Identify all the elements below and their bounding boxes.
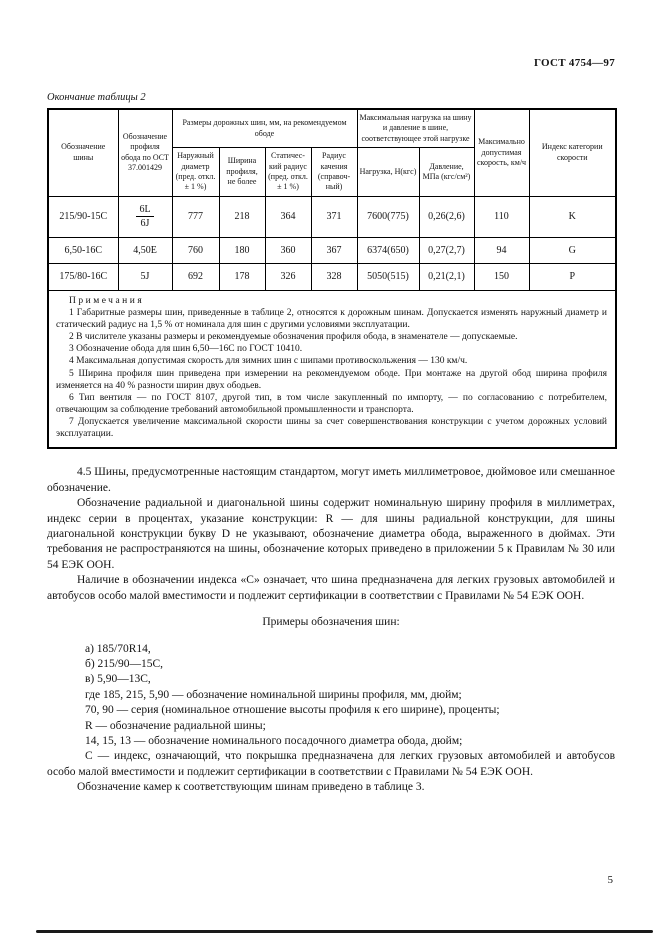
column-header-static-radius: Статический радиус (пред. откл. ± 1 %) (265, 148, 311, 197)
tire-designation-cell: 6,50-16С (48, 237, 118, 264)
static-radius-cell: 360 (265, 237, 311, 264)
column-header-pressure: Давление, МПа (кгс/см²) (419, 148, 474, 197)
example-item: а) 185/70R14, (85, 642, 151, 655)
outer-diameter-cell: 777 (172, 196, 219, 237)
example-item: где 185, 215, 5,90 — обозначение номинальной ширины профиля, мм, дюйм; (85, 688, 462, 701)
table-row (48, 237, 616, 264)
scan-artifact (36, 930, 653, 933)
column-group-dimensions: Размеры дорожных шин, мм, на рекомендуемом ободе (172, 109, 357, 148)
table-row (48, 264, 616, 291)
table-notes (48, 290, 616, 448)
doc-header (47, 57, 615, 69)
example-item: С — индекс, означающий, что покрышка предназначена для легких грузовых автомобилей и автобусов особо малой вместимости и подлежит сертификации в соответствии с Правилами № 54 ЕЭК ООН. (47, 750, 615, 778)
column-header-outer-diameter: Наружный диаметр (пред. откл. ± 1 %) (172, 148, 219, 197)
note-item: 7 Допускается увеличение максимальной скорости шины за счет совершенствования конструкции с учетом дорожных условий эксплуатации. (56, 417, 607, 440)
note-item: 4 Максимальная допустимая скорость для зимних шин с шипами противоскольжения — 130 км/ч. (69, 356, 468, 367)
rolling-radius-cell: 328 (311, 264, 357, 291)
pressure-cell: 0,21(2,1) (419, 264, 474, 291)
profile-width-cell: 180 (219, 237, 265, 264)
note-item: 2 В числителе указаны размеры и рекомендуемые обозначения профиля обода, в знаменателе — допускаемые. (69, 332, 518, 343)
column-header-designation: Обозначение шины (48, 109, 118, 196)
rolling-radius-cell: 371 (311, 196, 357, 237)
paragraph-designation-rules: Обозначение радиальной и диагональной шины содержит номинальную ширину профиля в миллиметрах, индекс серии в процентах, указание конструкции: R — для шины радиальной конструкции, для шины диагональной конструкции букву D не указывают, обозначение диаметра обода, выраженного в дюймах. Эти требования не распространяются на шины, обозначение которых приведено в приложении 5 к Правилам № 30 или 54 ЕЭК ООН. (47, 497, 615, 571)
note-item: 1 Габаритные размеры шин, приведенные в таблице 2, относятся к дорожным шинам. Допускается изменять наружный диаметр и статический радиус на 1,5 % от номинала для шин с другими условиями эксплуатации. (56, 307, 607, 330)
pressure-cell: 0,27(2,7) (419, 237, 474, 264)
speed-index-cell: P (529, 264, 616, 291)
standard-number: ГОСТ 4754—97 (533, 57, 615, 69)
profile-width-cell: 218 (219, 196, 265, 237)
load-cell: 5050(515) (357, 264, 419, 291)
rim-fraction-numerator: 6L (136, 204, 153, 218)
column-header-rolling-radius: Радиус качения (справочный) (311, 148, 357, 197)
max-speed-cell: 110 (474, 196, 529, 237)
rim-fraction (136, 204, 153, 230)
pressure-cell: 0,26(2,6) (419, 196, 474, 237)
column-header-width: Ширина профиля, не более (219, 148, 265, 197)
load-cell: 6374(650) (357, 237, 419, 264)
rim-profile-cell: 5J (118, 264, 172, 291)
paragraph-final: Обозначение камер к соответствующим шинам приведено в таблице 3. (77, 781, 425, 794)
example-item: 70, 90 — серия (номинальное отношение высоты профиля к его ширине), проценты; (85, 704, 500, 717)
note-item: 6 Тип вентиля — по ГОСТ 8107, другой тип, в том числе закупленный по импорту, — по согласованию с потребителем, отвечающим за соблюдение требований автомобильной промышленности и транспорта. (56, 392, 607, 415)
examples-heading: Примеры обозначения шин: (262, 616, 400, 629)
column-header-speed-index: Индекс категории скорости (529, 109, 616, 196)
static-radius-cell: 364 (265, 196, 311, 237)
document-body (47, 465, 615, 795)
speed-index-cell: K (529, 196, 616, 237)
column-header-load: Нагрузка, Н(кгс) (357, 148, 419, 197)
rim-fraction-denominator: 6J (140, 218, 150, 230)
example-item: б) 215/90—15С, (85, 657, 164, 670)
rim-profile-cell: 4,50Е (118, 237, 172, 264)
table-body (48, 196, 616, 448)
example-item: R — обозначение радиальной шины; (85, 719, 266, 732)
tire-designation-cell: 175/80-16С (48, 264, 118, 291)
rolling-radius-cell: 367 (311, 237, 357, 264)
clause-4-5: 4.5 Шины, предусмотренные настоящим стандартом, могут иметь миллиметровое, дюймовое или смешанное обозначение. (47, 466, 615, 494)
page-number: 5 (607, 874, 613, 886)
notes-title: Примечания (69, 295, 145, 306)
rim-profile-cell (118, 196, 172, 237)
max-speed-cell: 150 (474, 264, 529, 291)
table-head (48, 109, 616, 196)
example-item: 14, 15, 13 — обозначение номинального посадочного диаметра обода, дюйм; (85, 734, 463, 747)
table-caption: Окончание таблицы 2 (47, 92, 146, 103)
profile-width-cell: 178 (219, 264, 265, 291)
example-item: в) 5,90—13С, (85, 673, 151, 686)
speed-index-cell: G (529, 237, 616, 264)
outer-diameter-cell: 692 (172, 264, 219, 291)
load-cell: 7600(775) (357, 196, 419, 237)
column-header-rim-profile: Обозначение профиля обода по ОСТ 37.001429 (118, 109, 172, 196)
column-group-load: Максимальная нагрузка на шину и давление в шине, соответствующее этой нагрузке (357, 109, 474, 148)
tire-spec-table (47, 108, 617, 449)
static-radius-cell: 326 (265, 264, 311, 291)
notes-row (48, 290, 616, 448)
paragraph-index-c: Наличие в обозначении индекса «С» означает, что шина предназначена для легких грузовых автомобилей и автобусов особо малой вместимости и подлежит сертификации в соответствии с Правилами № 54 ЕЭК ООН. (47, 574, 615, 602)
header-row-groups (48, 109, 616, 148)
note-item: 3 Обозначение обода для шин 6,50—16С по ГОСТ 10410. (69, 344, 303, 355)
note-item: 5 Ширина профиля шин приведена при измерении на рекомендуемом ободе. При монтаже на другой обод ширина профиля изменяется на 40 % разности ширин двух ободьев. (56, 368, 607, 391)
table-row (48, 196, 616, 237)
max-speed-cell: 94 (474, 237, 529, 264)
column-header-max-speed: Максимально допустимая скорость, км/ч (474, 109, 529, 196)
tire-designation-cell: 215/90-15С (48, 196, 118, 237)
outer-diameter-cell: 760 (172, 237, 219, 264)
